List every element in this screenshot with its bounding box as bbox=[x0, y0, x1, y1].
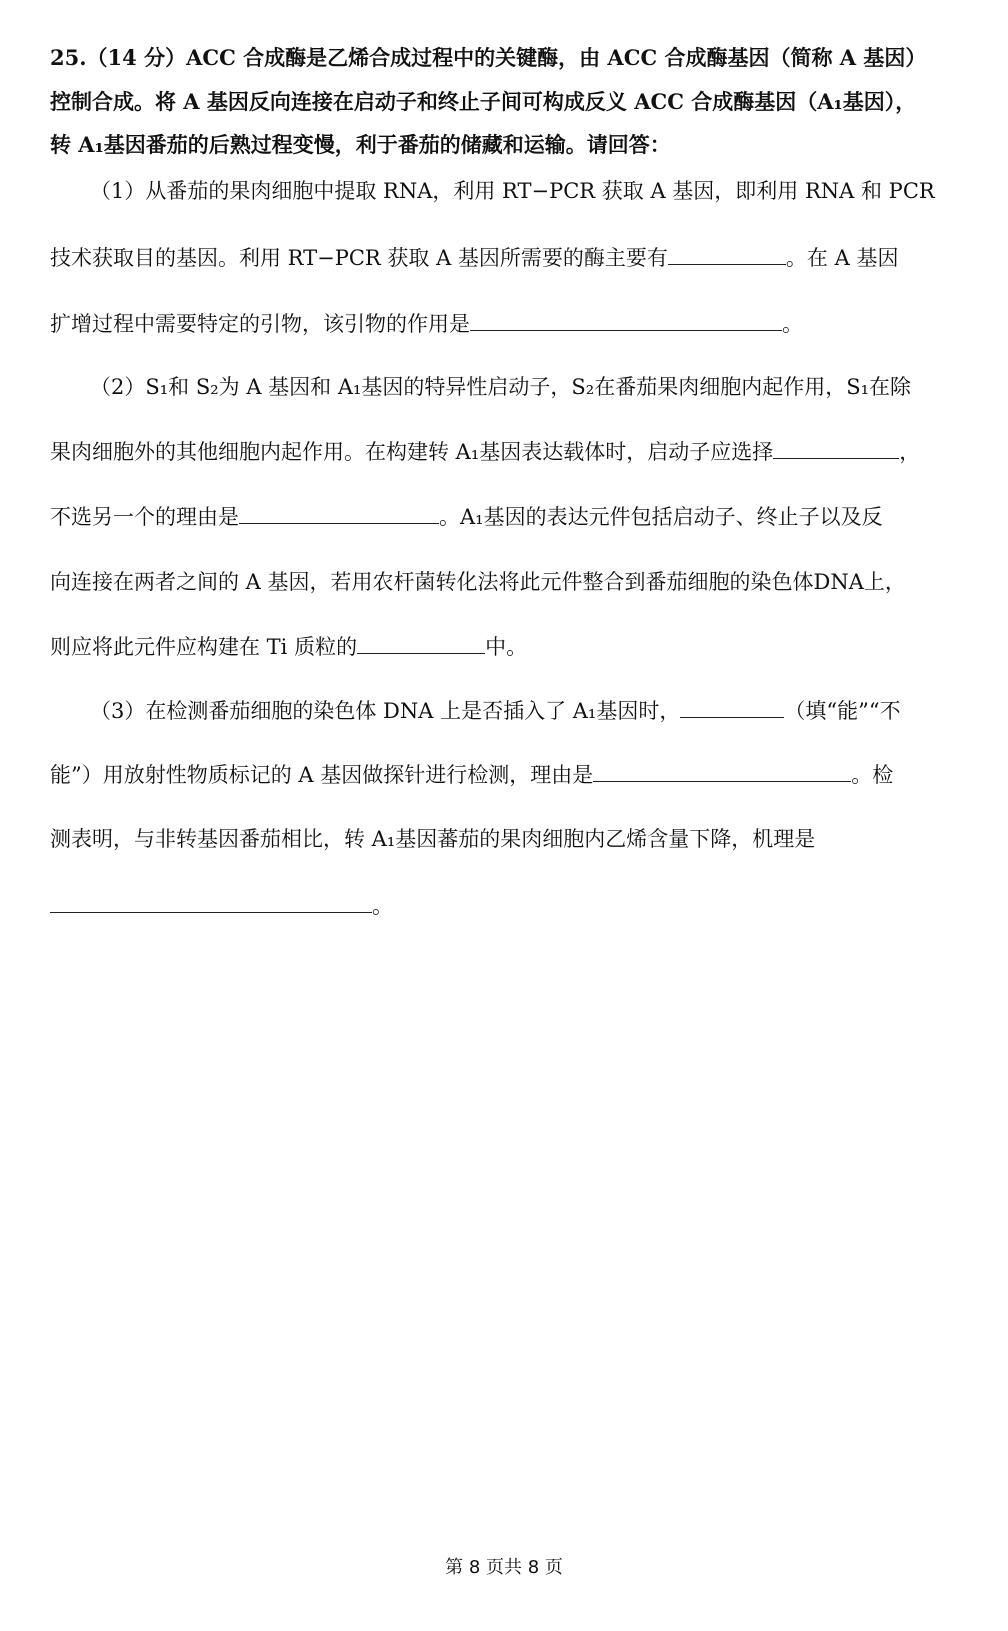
part2-line-3-tail: 。A₁基因的表达元件包括启动子、终止子以及反 bbox=[439, 505, 883, 529]
answer-blank-primer-function[interactable] bbox=[470, 310, 782, 331]
part1-line-2-tail: 。在 A 基因 bbox=[785, 246, 899, 270]
part3-line-1 bbox=[90, 696, 901, 726]
part2-line-3 bbox=[50, 502, 883, 532]
answer-blank-can-or-cannot[interactable] bbox=[680, 697, 784, 718]
part3-line-2-text: 能”）用放射性物质标记的 A 基因做探针进行检测，理由是 bbox=[50, 763, 594, 787]
part1-line-2 bbox=[50, 243, 898, 273]
part3-line-4-tail: 。 bbox=[372, 894, 393, 918]
question-header-text-1: ACC 合成酶是乙烯合成过程中的关键酶，由 ACC 合成酶基因（简称 A 基因） bbox=[186, 45, 927, 70]
part3-line-2-tail: 。检 bbox=[851, 763, 894, 787]
part2-line-5-text: 则应将此元件应构建在 Ti 质粒的 bbox=[50, 635, 358, 659]
answer-blank-ti-region[interactable] bbox=[357, 633, 485, 654]
question-header-line-1 bbox=[50, 43, 926, 73]
part3-line-2 bbox=[50, 760, 893, 790]
part1-line-1: （1）从番茄的果肉细胞中提取 RNA，利用 RT−PCR 获取 A 基因，即利用 RNA 和 PCR bbox=[90, 179, 935, 203]
part1-line-3 bbox=[50, 309, 803, 339]
answer-blank-probe-reason[interactable] bbox=[593, 761, 851, 782]
part1-line-2-text: 技术获取目的基因。利用 RT−PCR 获取 A 基因所需要的酶主要有 bbox=[50, 246, 668, 270]
question-header-line-2: 控制合成。将 A 基因反向连接在启动子和终止子间可构成反义 ACC 合成酶基因（A₁基因）， bbox=[50, 89, 917, 114]
part1-line-3-tail: 。 bbox=[782, 312, 803, 336]
answer-blank-mechanism[interactable] bbox=[50, 892, 372, 913]
part2-line-4: 向连接在两者之间的 A 基因，若用农杆菌转化法将此元件整合到番茄细胞的染色体DNA上， bbox=[50, 570, 906, 594]
part3-line-4 bbox=[50, 891, 393, 921]
answer-blank-enzymes[interactable] bbox=[668, 244, 786, 265]
part2-line-2 bbox=[50, 437, 920, 467]
part3-line-1-text: （3）在检测番茄细胞的染色体 DNA 上是否插入了 A₁基因时， bbox=[90, 699, 681, 723]
part2-line-2-text: 果肉细胞外的其他细胞内起作用。在构建转 A₁基因表达载体时，启动子应选择 bbox=[50, 440, 774, 464]
part3-line-1-tail: （填“能”“不 bbox=[784, 699, 901, 723]
answer-blank-promoter-choice[interactable] bbox=[773, 438, 899, 459]
part2-line-5 bbox=[50, 632, 527, 662]
answer-blank-promoter-reason[interactable] bbox=[239, 503, 439, 524]
part2-line-5-tail: 中。 bbox=[485, 635, 528, 659]
part2-line-3-text: 不选另一个的理由是 bbox=[50, 505, 239, 529]
page-number-footer: 第 8 页共 8 页 bbox=[445, 1557, 563, 1578]
part3-line-3: 测表明，与非转基因番茄相比，转 A₁基因蕃茄的果肉细胞内乙烯含量下降，机理是 bbox=[50, 827, 816, 851]
question-number: 25. bbox=[50, 45, 87, 70]
part2-line-2-tail: ， bbox=[899, 440, 921, 464]
part2-line-1: （2）S₁和 S₂为 A 基因和 A₁基因的特异性启动子，S₂在番茄果肉细胞内起作用，S₁在除 bbox=[90, 375, 912, 399]
question-header-line-3: 转 A₁基因番茄的后熟过程变慢，利于番茄的储藏和运输。请回答： bbox=[50, 132, 671, 157]
part1-line-3-text: 扩增过程中需要特定的引物，该引物的作用是 bbox=[50, 312, 470, 336]
question-score: （14 分） bbox=[86, 45, 187, 70]
